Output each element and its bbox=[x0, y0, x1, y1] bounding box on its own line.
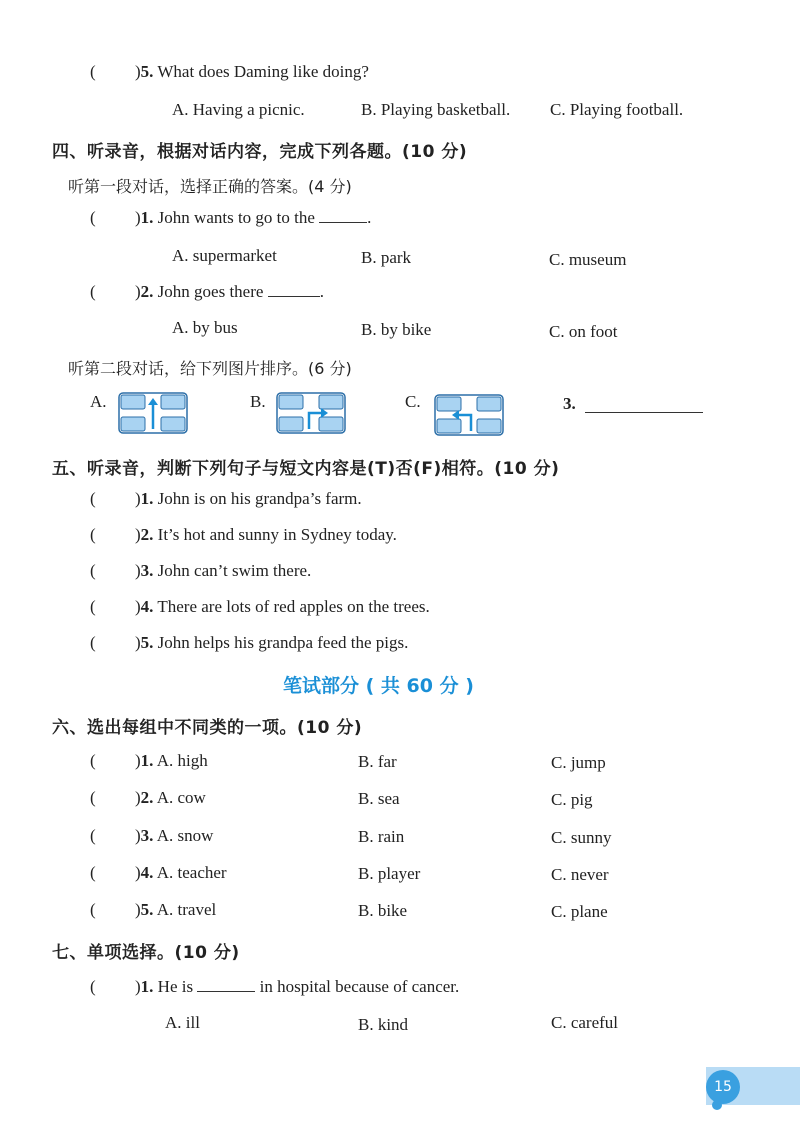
answer-paren[interactable]: ( bbox=[90, 561, 96, 580]
written-part-title: 笔试部分 ( 共 60 分 ) bbox=[283, 675, 474, 697]
road-turn-left-icon bbox=[434, 394, 504, 436]
option-b: B. by bike bbox=[361, 320, 432, 339]
fill-blank[interactable] bbox=[268, 282, 320, 297]
pic-c-label: C. bbox=[405, 392, 421, 411]
pic-a-label: A. bbox=[90, 392, 107, 411]
answer-paren[interactable]: ( bbox=[90, 900, 96, 919]
s4-question-1: )1. John wants to go to the . bbox=[135, 208, 372, 227]
option-c: C. Playing football. bbox=[550, 100, 684, 119]
road-turn-right-icon bbox=[276, 392, 346, 434]
option-c: C. never bbox=[551, 865, 609, 884]
question-5: )5. What does Daming like doing? bbox=[135, 62, 369, 81]
section-6-heading: 六、选出每组中不同类的一项。(10 分) bbox=[52, 718, 363, 738]
option-a: A. ill bbox=[165, 1013, 200, 1032]
option-b: B. park bbox=[361, 248, 412, 267]
s6-question-4: )4. A. teacher bbox=[135, 863, 227, 882]
option-c: C. museum bbox=[549, 250, 627, 269]
option-b: B. far bbox=[358, 752, 397, 771]
pic-b-label: B. bbox=[250, 392, 266, 411]
option-c: C. pig bbox=[551, 790, 593, 809]
answer-paren[interactable]: ( bbox=[90, 208, 96, 227]
answer-paren[interactable]: ( bbox=[90, 282, 96, 301]
option-a: A. by bus bbox=[172, 318, 238, 337]
fill-blank[interactable] bbox=[319, 208, 367, 223]
s5-question-2: )2. It’s hot and sunny in Sydney today. bbox=[135, 525, 397, 544]
s5-question-1: )1. John is on his grandpa’s farm. bbox=[135, 489, 362, 508]
option-c: C. jump bbox=[551, 753, 606, 772]
section-5-heading: 五、听录音，判断下列句子与短文内容是(T)否(F)相符。(10 分) bbox=[52, 459, 560, 479]
option-c: C. sunny bbox=[551, 828, 612, 847]
section-4-heading: 四、听录音，根据对话内容，完成下列各题。(10 分) bbox=[52, 142, 468, 162]
option-b: B. rain bbox=[358, 827, 405, 846]
option-b: B. sea bbox=[358, 789, 400, 808]
section-4-part-1: 听第一段对话，选择正确的答案。(4 分) bbox=[68, 177, 352, 196]
answer-paren[interactable]: ( bbox=[90, 62, 96, 81]
answer-paren[interactable]: ( bbox=[90, 751, 96, 770]
option-b: B. kind bbox=[358, 1015, 409, 1034]
s6-question-1: )1. A. high bbox=[135, 751, 208, 770]
pic-answer: 3. bbox=[563, 394, 576, 413]
option-b: B. Playing basketball. bbox=[361, 100, 511, 119]
answer-paren[interactable]: ( bbox=[90, 525, 96, 544]
road-straight-icon bbox=[118, 392, 188, 434]
option-a: A. Having a picnic. bbox=[172, 100, 305, 119]
answer-paren[interactable]: ( bbox=[90, 633, 96, 652]
fill-blank[interactable] bbox=[197, 977, 255, 992]
page-number: 15 bbox=[706, 1070, 740, 1104]
s7-question-1: )1. He is in hospital because of cancer. bbox=[135, 977, 460, 996]
option-b: B. player bbox=[358, 864, 421, 883]
option-c: C. on foot bbox=[549, 322, 618, 341]
s6-question-3: )3. A. snow bbox=[135, 826, 214, 845]
section-4-part-2: 听第二段对话，给下列图片排序。(6 分) bbox=[68, 359, 352, 378]
section-7-heading: 七、单项选择。(10 分) bbox=[52, 943, 240, 963]
answer-paren[interactable]: ( bbox=[90, 788, 96, 807]
answer-paren[interactable]: ( bbox=[90, 826, 96, 845]
option-c: C. plane bbox=[551, 902, 608, 921]
s6-question-5: )5. A. travel bbox=[135, 900, 217, 919]
s4-question-2: )2. John goes there . bbox=[135, 282, 324, 301]
order-answer-blank[interactable] bbox=[585, 412, 703, 413]
page-dot-icon bbox=[712, 1100, 722, 1110]
answer-paren[interactable]: ( bbox=[90, 863, 96, 882]
option-a: A. supermarket bbox=[172, 246, 277, 265]
s6-question-2: )2. A. cow bbox=[135, 788, 206, 807]
option-c: C. careful bbox=[551, 1013, 619, 1032]
answer-paren[interactable]: ( bbox=[90, 489, 96, 508]
option-b: B. bike bbox=[358, 901, 408, 920]
answer-paren[interactable]: ( bbox=[90, 977, 96, 996]
s5-question-4: )4. There are lots of red apples on the trees. bbox=[135, 597, 430, 616]
s5-question-3: )3. John can’t swim there. bbox=[135, 561, 312, 580]
s5-question-5: )5. John helps his grandpa feed the pigs. bbox=[135, 633, 409, 652]
answer-paren[interactable]: ( bbox=[90, 597, 96, 616]
